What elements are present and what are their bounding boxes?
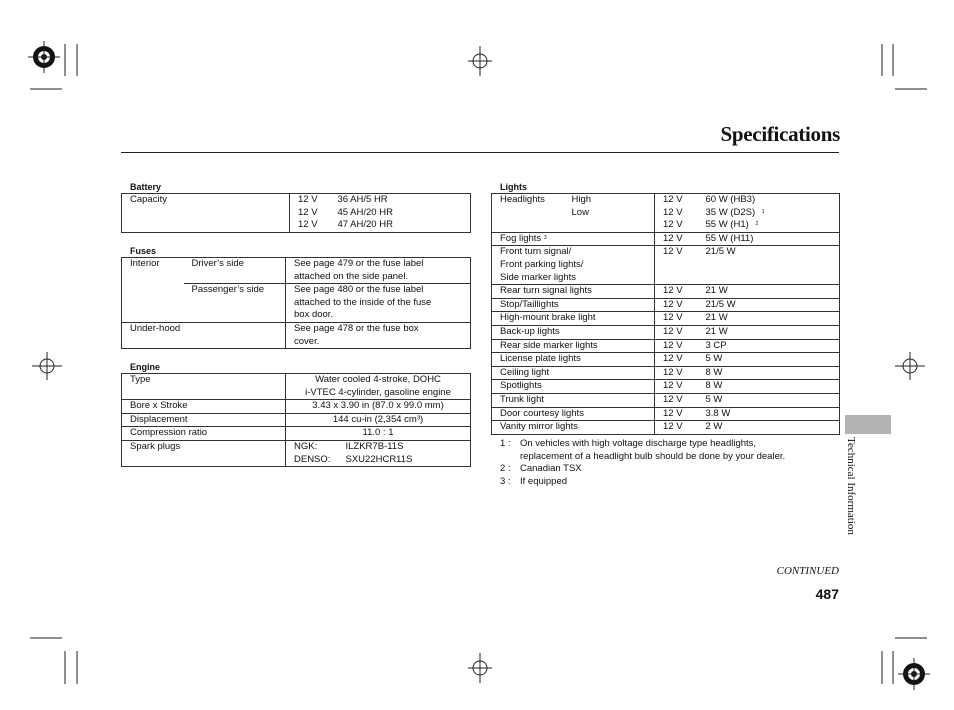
light-name: Vanity mirror lights — [492, 421, 655, 435]
page-number: 487 — [815, 586, 839, 602]
light-name: Door courtesy lights — [492, 407, 655, 421]
battery-voltage: 12 V — [290, 194, 330, 207]
footnote-text: On vehicles with high voltage discharge type headlights, — [520, 438, 757, 449]
light-row — [492, 393, 840, 407]
light-row — [492, 285, 840, 299]
light-wattage: 55 W (H11) — [698, 232, 840, 246]
fuse-passenger-label: Passenger’s side — [184, 284, 286, 323]
side-tab-label: Technical Information — [845, 437, 857, 535]
front-lights-label: Side marker lights — [500, 271, 577, 283]
fuses-table — [121, 257, 471, 349]
battery-value: 47 AH/20 HR — [337, 219, 393, 231]
light-row — [492, 421, 840, 435]
light-voltage: 12 V — [655, 285, 698, 299]
footnote-text: replacement of a headlight bulb should be done by your dealer. — [520, 450, 786, 462]
engine-type-value: i-VTEC 4-cylinder, gasoline engine — [286, 387, 471, 400]
fog-lights-label: Fog lights $^3$ — [492, 232, 655, 246]
light-row — [492, 312, 840, 326]
fuse-passenger-text: attached to the inside of the fuse — [286, 297, 471, 310]
light-name: Rear side marker lights — [492, 339, 655, 353]
light-name: Rear turn signal lights — [492, 285, 655, 299]
light-voltage: 12 V — [655, 421, 698, 435]
light-row — [492, 380, 840, 394]
light-wattage: 55 W (H1) $^2$ — [705, 219, 759, 231]
light-voltage: 12 V — [655, 393, 698, 407]
page-title: Specifications — [720, 122, 840, 146]
light-wattage: 60 W (HB3) — [705, 194, 756, 205]
battery-table — [121, 193, 471, 233]
light-wattage: 5 W — [698, 393, 840, 407]
light-voltage: 12 V — [655, 366, 698, 380]
light-voltage: 12 V — [655, 219, 698, 232]
front-lights-label: Front turn signal/ — [492, 246, 655, 259]
engine-bore-label: Bore x Stroke — [122, 400, 286, 414]
engine-type-value: Water cooled 4-stroke, DOHC — [286, 374, 471, 387]
light-wattage: 21 W — [698, 312, 840, 326]
engine-comp-label: Compression ratio — [122, 427, 286, 441]
footnote-number: 3 : — [500, 475, 511, 487]
light-row — [492, 366, 840, 380]
light-voltage: 12 V — [655, 246, 698, 285]
fuses-heading: Fuses — [130, 246, 157, 256]
light-voltage: 12 V — [655, 312, 698, 326]
light-voltage: 12 V — [655, 194, 698, 207]
light-name: Ceiling light — [492, 366, 655, 380]
light-name: High-mount brake light — [492, 312, 655, 326]
headlights-high-label: High — [571, 194, 592, 205]
light-name: Spotlights — [492, 380, 655, 394]
battery-voltage: 12 V — [290, 207, 330, 220]
footnote-marker: 1 — [761, 208, 765, 215]
footnote-text: Canadian TSX — [520, 463, 582, 475]
light-row — [492, 407, 840, 421]
fuse-driver-text: See page 479 or the fuse label — [286, 258, 471, 271]
light-voltage: 12 V — [655, 325, 698, 339]
battery-value: 36 AH/5 HR — [337, 194, 388, 205]
light-row — [492, 353, 840, 367]
light-wattage: 21 W — [698, 285, 840, 299]
spark-part: ILZKR7B-11S — [338, 440, 471, 453]
light-name: Trunk light — [492, 393, 655, 407]
light-name: Back-up lights — [492, 325, 655, 339]
engine-comp-value: 11.0 : 1 — [286, 427, 471, 441]
light-wattage: 5 W — [698, 353, 840, 367]
light-wattage: 21/5 W — [698, 246, 840, 285]
engine-disp-label: Displacement — [122, 413, 286, 427]
fuse-underhood-label: Under-hood — [122, 322, 286, 348]
light-voltage: 12 V — [655, 232, 698, 246]
light-row — [492, 325, 840, 339]
continued-label: CONTINUED — [776, 565, 839, 577]
fuse-underhood-text: cover. — [286, 336, 471, 349]
fuse-underhood-text: See page 478 or the fuse box — [286, 322, 471, 335]
spark-brand: DENSO: — [286, 454, 338, 467]
footnote-text: If equipped — [520, 475, 568, 487]
light-voltage: 12 V — [655, 407, 698, 421]
light-wattage: 2 W — [698, 421, 840, 435]
light-name: Stop/Taillights — [492, 298, 655, 312]
light-name: License plate lights — [492, 353, 655, 367]
lights-heading: Lights — [500, 182, 527, 192]
headlights-label: Headlights — [500, 194, 545, 205]
footnote-number: 2 : — [500, 463, 511, 475]
light-row — [492, 339, 840, 353]
fuse-driver-text: attached on the side panel. — [286, 271, 471, 284]
engine-spark-label: Spark plugs — [122, 440, 286, 466]
front-lights-label: Front parking lights/ — [500, 258, 584, 270]
battery-value: 45 AH/20 HR — [337, 206, 393, 218]
light-wattage: 8 W — [698, 380, 840, 394]
light-wattage: 8 W — [698, 366, 840, 380]
title-rule — [121, 152, 839, 153]
light-wattage: 3.8 W — [698, 407, 840, 421]
fuse-interior-label: Interior — [130, 258, 160, 269]
light-voltage: 12 V — [655, 339, 698, 353]
engine-heading: Engine — [130, 362, 161, 372]
spark-brand: NGK: — [286, 440, 338, 453]
footnote-marker: 2 — [755, 221, 759, 228]
fuse-passenger-text: See page 480 or the fuse label — [286, 284, 471, 297]
light-wattage: 21/5 W — [698, 298, 840, 312]
headlights-low-label: Low — [571, 206, 589, 218]
light-wattage: 35 W (D2S) $^1$ — [705, 206, 765, 218]
light-wattage: 21 W — [698, 325, 840, 339]
spark-part: SXU22HCR11S — [345, 453, 413, 465]
battery-capacity-label: Capacity — [130, 194, 167, 205]
battery-voltage: 12 V — [290, 219, 330, 232]
light-wattage: 3 CP — [698, 339, 840, 353]
light-voltage: 12 V — [655, 353, 698, 367]
engine-table — [121, 373, 471, 467]
fuse-driver-label: Driver’s side — [191, 258, 244, 269]
engine-type-label: Type — [130, 374, 151, 385]
battery-heading: Battery — [130, 182, 162, 192]
light-voltage: 12 V — [655, 207, 698, 220]
footnote-marker: 3 — [543, 234, 547, 241]
fuse-passenger-text: box door. — [286, 309, 471, 322]
engine-bore-value: 3.43 x 3.90 in (87.0 x 99.0 mm) — [286, 400, 471, 414]
light-voltage: 12 V — [655, 298, 698, 312]
light-row — [492, 298, 840, 312]
lights-table — [491, 193, 840, 435]
footnote-number: 1 : — [500, 438, 511, 449]
section-tab — [845, 415, 891, 434]
engine-disp-value: 144 cu-in (2,354 cm³) — [286, 413, 471, 427]
light-voltage: 12 V — [655, 380, 698, 394]
